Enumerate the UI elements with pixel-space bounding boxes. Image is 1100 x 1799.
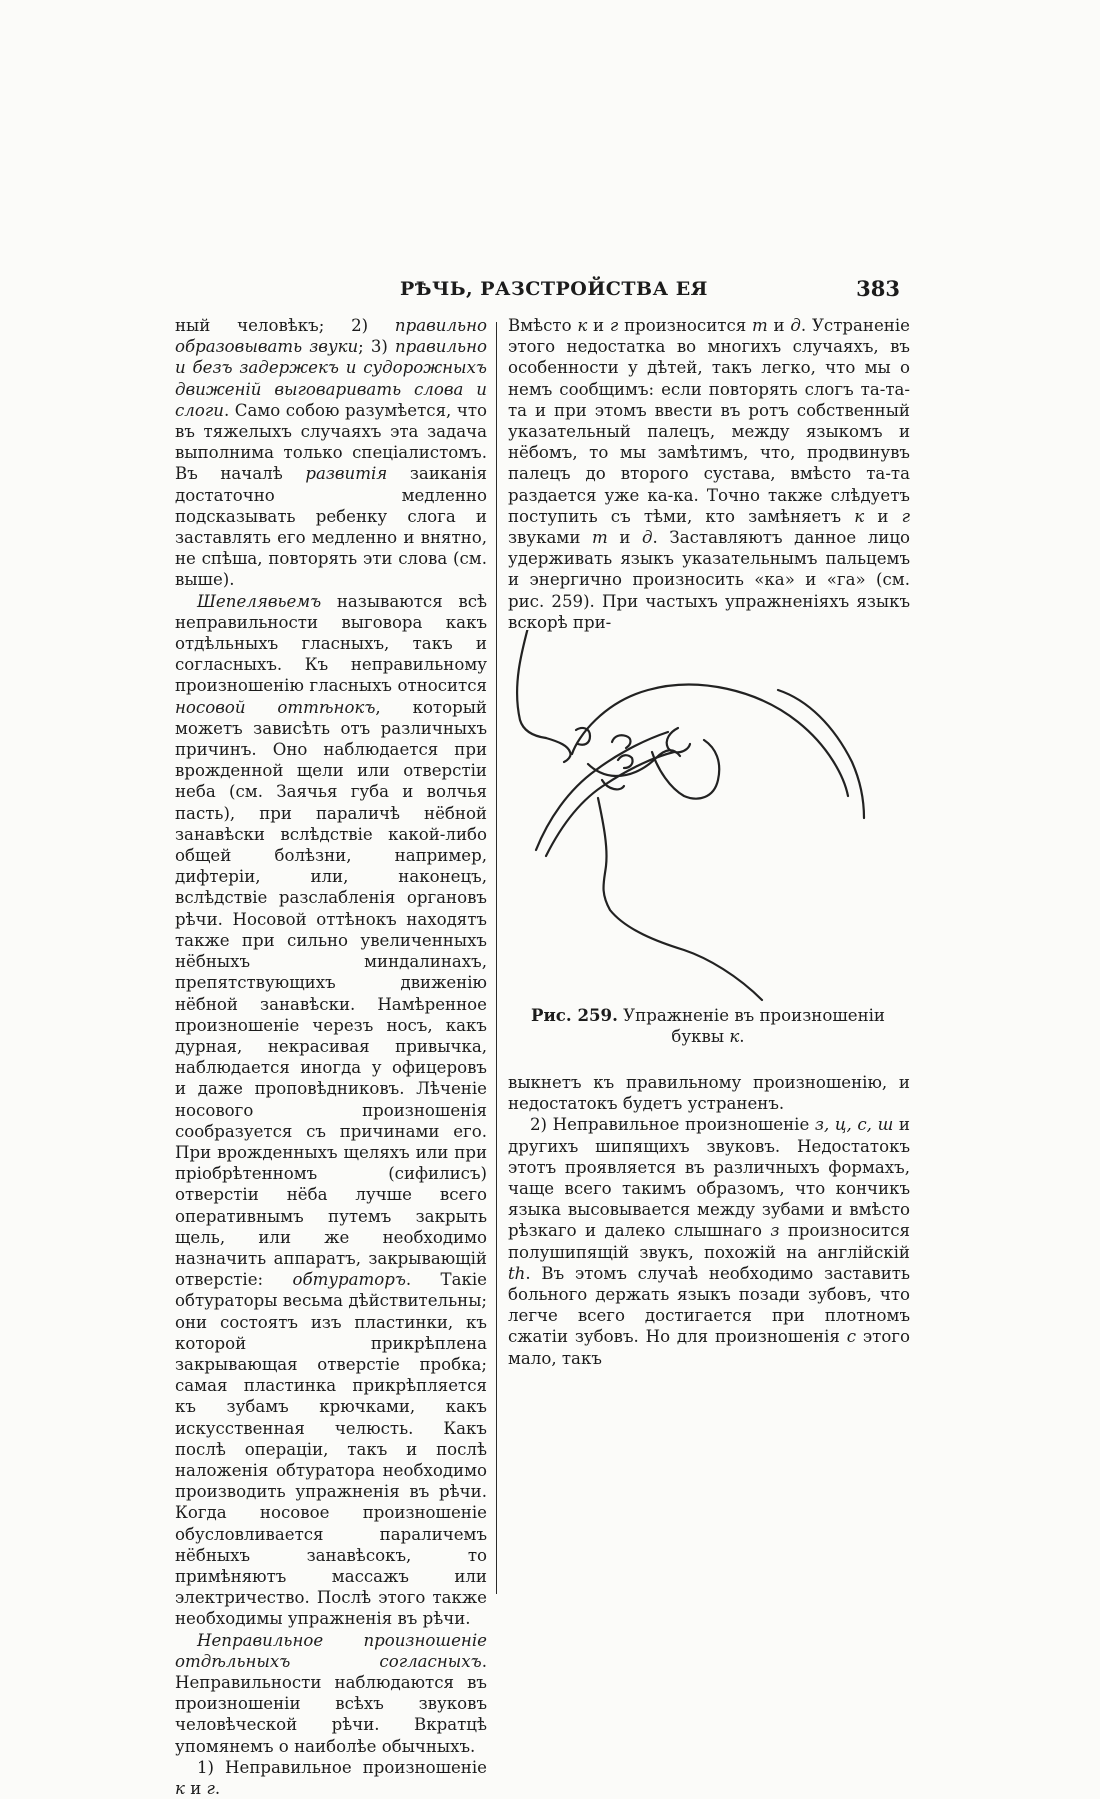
finger-lower-edge	[546, 752, 674, 856]
text-run: и	[864, 506, 902, 526]
emphasis: с	[846, 1327, 857, 1347]
finger-upper-edge	[536, 732, 668, 850]
paragraph	[175, 315, 487, 591]
figure-caption	[508, 1005, 908, 1047]
caption-text: Упражненіе въ произношеніи буквы	[623, 1006, 885, 1046]
column-divider	[496, 322, 497, 1594]
text-run: 1) Неправильное произношеніе	[197, 1757, 487, 1777]
emphasis: з	[770, 1221, 780, 1241]
text-run: и	[767, 316, 791, 335]
text-run: . Само собою разумѣется, что въ тяжелыхъ случаяхъ эта задача выполнима только спеціалистомъ. Въ началѣ	[175, 400, 487, 484]
paragraph	[175, 1757, 487, 1799]
emphasis: к	[854, 506, 865, 526]
emphasis: т	[591, 528, 608, 548]
throat-back-line	[778, 690, 864, 818]
finger-knuckle	[602, 780, 624, 789]
emphasis: д	[790, 316, 801, 335]
paragraph	[175, 591, 487, 1630]
nose-tip-line	[546, 738, 571, 762]
emphasis: к	[175, 1779, 185, 1799]
text-run: и	[587, 316, 610, 335]
right-column-lower	[508, 1072, 910, 1369]
emphasis: г	[609, 316, 619, 335]
text-run: и	[184, 1779, 207, 1799]
text-run: 2) Неправильное произношеніе	[530, 1115, 815, 1135]
emphasis: Неправильное произношеніе отдѣльныхъ согласныхъ	[175, 1630, 487, 1671]
text-run: этого мало, такъ	[508, 1327, 910, 1368]
upper-tooth	[612, 735, 631, 748]
text-run: .	[214, 1779, 221, 1799]
emphasis: обтураторъ	[292, 1270, 406, 1290]
emphasis: з, ц, с, ш	[814, 1115, 894, 1135]
text-run: звуками	[508, 528, 592, 548]
running-title: РѢЧЬ, РАЗСТРОЙСТВА ЕЯ	[400, 278, 708, 300]
text-run: Вмѣсто	[508, 316, 578, 335]
emphasis: Шепелявьемъ	[197, 591, 322, 611]
left-column	[175, 315, 488, 1799]
text-run: ный человѣкъ; 2)	[175, 316, 395, 335]
paragraph	[508, 315, 910, 633]
text-run: . Заставляютъ данное лицо удерживать языкъ указательнымъ пальцемъ и энергично произносить «ка» и «га» (см. рис. 259). При частыхъ упражненіяхъ языкъ вскорѣ при-	[508, 528, 910, 632]
figure-number: Рис. 259.	[531, 1005, 618, 1025]
emphasis: к	[577, 316, 588, 335]
emphasis: правильно и безъ задержекъ и судорожныхъ движеній выговаривать слова и слоги	[175, 337, 488, 420]
text-run: . Неправильности наблюдаются въ произношеніи всѣхъ звуковъ человѣческой рѣчи. Вкратцѣ упомянемъ о наиболѣе обычныхъ.	[175, 1651, 487, 1756]
text-run: и другихъ шипящихъ звуковъ. Недостатокъ этотъ проявляется въ различныхъ формахъ, чаще всего такимъ образомъ, что кончикъ языка высовывается между зубами и вмѣсто рѣзкаго и далеко слышнаго	[508, 1115, 910, 1241]
text-run: произносится полушипящій звукъ, похожій на англійскій	[508, 1221, 910, 1262]
page-number: 383	[856, 276, 900, 301]
emphasis: носовой оттѣнокъ	[175, 697, 376, 717]
emphasis: развитія	[305, 464, 388, 484]
emphasis: т	[751, 316, 768, 335]
text-run: произносится	[618, 316, 752, 335]
finger-tip	[667, 728, 690, 752]
text-run: ; 3)	[358, 337, 395, 357]
lower-tooth	[618, 755, 633, 768]
paragraph	[175, 1630, 487, 1757]
text-run: . Устраненіе этого недостатка во многихъ случаяхъ, въ особенности у дѣтей, такъ легко, что мы о немъ сообщимъ: если повторять слогъ та-та-та и при этомъ ввести въ ротъ собственный указательный палецъ, между языкомъ и нёбомъ, то мы замѣтимъ, что, продвинувъ палецъ до второго сустава, вмѣсто та-та раздается уже ка-ка. Точно также слѣдуетъ поступить съ тѣми, кто замѣняетъ	[508, 316, 910, 526]
emphasis: г	[901, 506, 911, 526]
text-run: заиканія достаточно медленно подсказывать ребенку слога и заставлять его медленно и внятно, не спѣша, повторять эти слова (см. выше).	[175, 464, 487, 590]
text-run: . Такіе обтураторы весьма дѣйствительны; они состоятъ изъ пластинки, къ которой прикрѣплена закрывающая отверстіе пробка; самая пластинка прикрѣпляется къ зубамъ крючками, какъ искусственная челюсть. Какъ послѣ операціи, такъ и послѣ наложенія обтуратора необходимо производить упражненія въ рѣчи. Когда носовое произношеніе обусловливается параличемъ нёбныхъ занавѣсокъ, то примѣняютъ массажъ или электричество. Послѣ этого также необходимы упражненія въ рѣчи.	[175, 1270, 487, 1629]
text-run: и	[607, 528, 642, 548]
emphasis: д	[641, 528, 653, 548]
emphasis: правильно образовывать звуки	[175, 316, 487, 357]
nose-profile-line	[517, 630, 546, 738]
paragraph: выкнетъ къ правильному произношенію, и недостатокъ будетъ устраненъ.	[508, 1073, 910, 1114]
caption-text: .	[739, 1027, 745, 1046]
right-column-upper	[508, 315, 910, 633]
mouth-finger-drawing	[508, 630, 910, 1025]
text-run: . Въ этомъ случаѣ необходимо заставить больного держать языкъ позади зубовъ, что легче всего достигается при плотномъ сжатіи зубовъ. Но для произношенія	[508, 1263, 910, 1347]
chin-neck-line	[598, 798, 762, 1000]
emphasis: th	[508, 1263, 526, 1283]
paragraph	[508, 1114, 910, 1368]
text-run: называются всѣ неправильности выговора какъ отдѣльныхъ гласныхъ, такъ и согласныхъ. Къ неправильному произношенію гласныхъ относится	[175, 591, 487, 696]
emphasis: к	[729, 1027, 740, 1046]
text-run: , который можетъ зависѣть отъ различныхъ причинъ. Оно наблюдается при врожденной щели или отверстіи неба (см. Заячья губа и волчья пасть), при параличѣ нёбной занавѣски вслѣдствіе какой-либо общей болѣзни, например, дифтеріи, или, наконецъ, вслѣдствіе разслабленія органовъ рѣчи. Носовой оттѣнокъ находятъ также при сильно увеличенныхъ нёбныхъ миндалинахъ, препятствующихъ движенію нёбной занавѣски. Намѣренное произношеніе черезъ носъ, какъ дурная, некрасивая привычка, наблюдается иногда у офицеровъ и даже проповѣдниковъ. Лѣченіе носового произношенія сообразуется съ причинами его. При врожденныхъ щеляхъ или при пріобрѣтенномъ (сифилисъ) отверстіи нёба лучше всего оперативнымъ путемъ закрыть щель, или же необходимо назначить аппаратъ, закрывающій отверстіе:	[175, 697, 487, 1290]
emphasis: г	[206, 1779, 215, 1799]
figure-259-illustration	[508, 630, 910, 1025]
